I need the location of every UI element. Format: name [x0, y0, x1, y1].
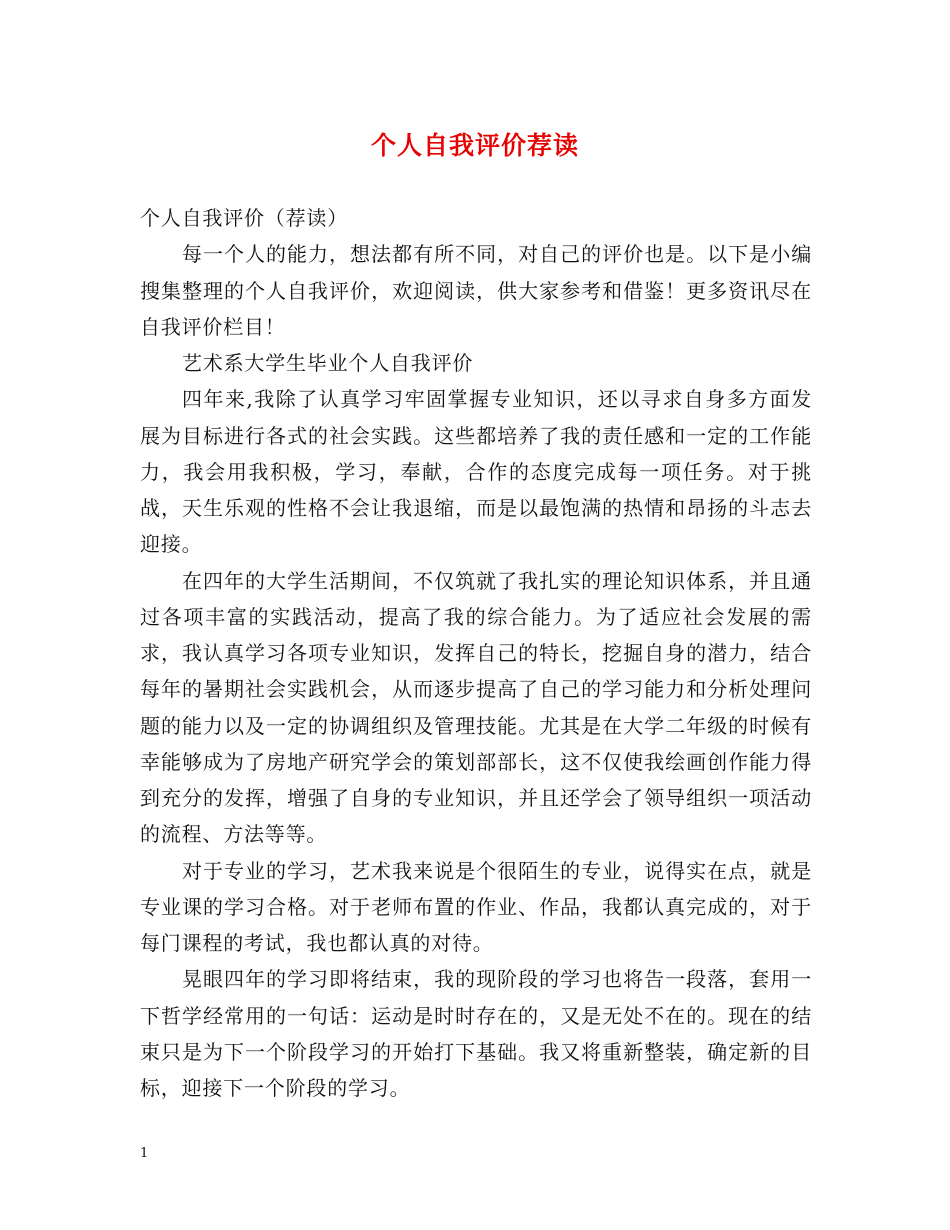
document-body	[140, 200, 812, 1106]
paragraph: 对于专业的学习，艺术我来说是个很陌生的专业，说得实在点，就是专业课的学习合格。对于老师布置的作业、作品，我都认真完成的，对于每门课程的考试，我也都认真的对待。	[140, 858, 812, 955]
paragraph: 个人自我评价（荐读）	[140, 206, 348, 230]
paragraph: 晃眼四年的学习即将结束，我的现阶段的学习也将告一段落，套用一下哲学经常用的一句话：运动是时时存在的，又是无处不在的。现在的结束只是为下一个阶段学习的开始打下基础。我又将重新整装，确定新的目标，迎接下一个阶段的学习。	[140, 967, 812, 1100]
document-title: 个人自我评价荐读	[370, 131, 579, 160]
paragraph: 四年来,我除了认真学习牢固掌握专业知识，还以寻求自身多方面发展为目标进行各式的社会实践。这些都培养了我的责任感和一定的工作能力，我会用我积极，学习，奉献，合作的态度完成每一项任务。对于挑战，天生乐观的性格不会让我退缩，而是以最饱满的热情和昂扬的斗志去迎接。	[140, 387, 812, 557]
paragraph: 每一个人的能力，想法都有所不同，对自己的评价也是。以下是小编搜集整理的个人自我评价，欢迎阅读，供大家参考和借鉴！更多资讯尽在自我评价栏目！	[140, 242, 812, 339]
page-number: 1	[140, 1146, 149, 1161]
paragraph: 艺术系大学生毕业个人自我评价	[182, 351, 474, 375]
paragraph: 在四年的大学生活期间，不仅筑就了我扎实的理论知识体系，并且通过各项丰富的实践活动，提高了我的综合能力。为了适应社会发展的需求，我认真学习各项专业知识，发挥自己的特长，挖掘自身的潜力，结合每年的暑期社会实践机会，从而逐步提高了自己的学习能力和分析处理问题的能力以及一定的协调组织及管理技能。尤其是在大学二年级的时候有幸能够成为了房地产研究学会的策划部部长，这不仅使我绘画创作能力得到充分的发挥，增强了自身的专业知识，并且还学会了领导组织一项活动的流程、方法等等。	[140, 568, 812, 847]
